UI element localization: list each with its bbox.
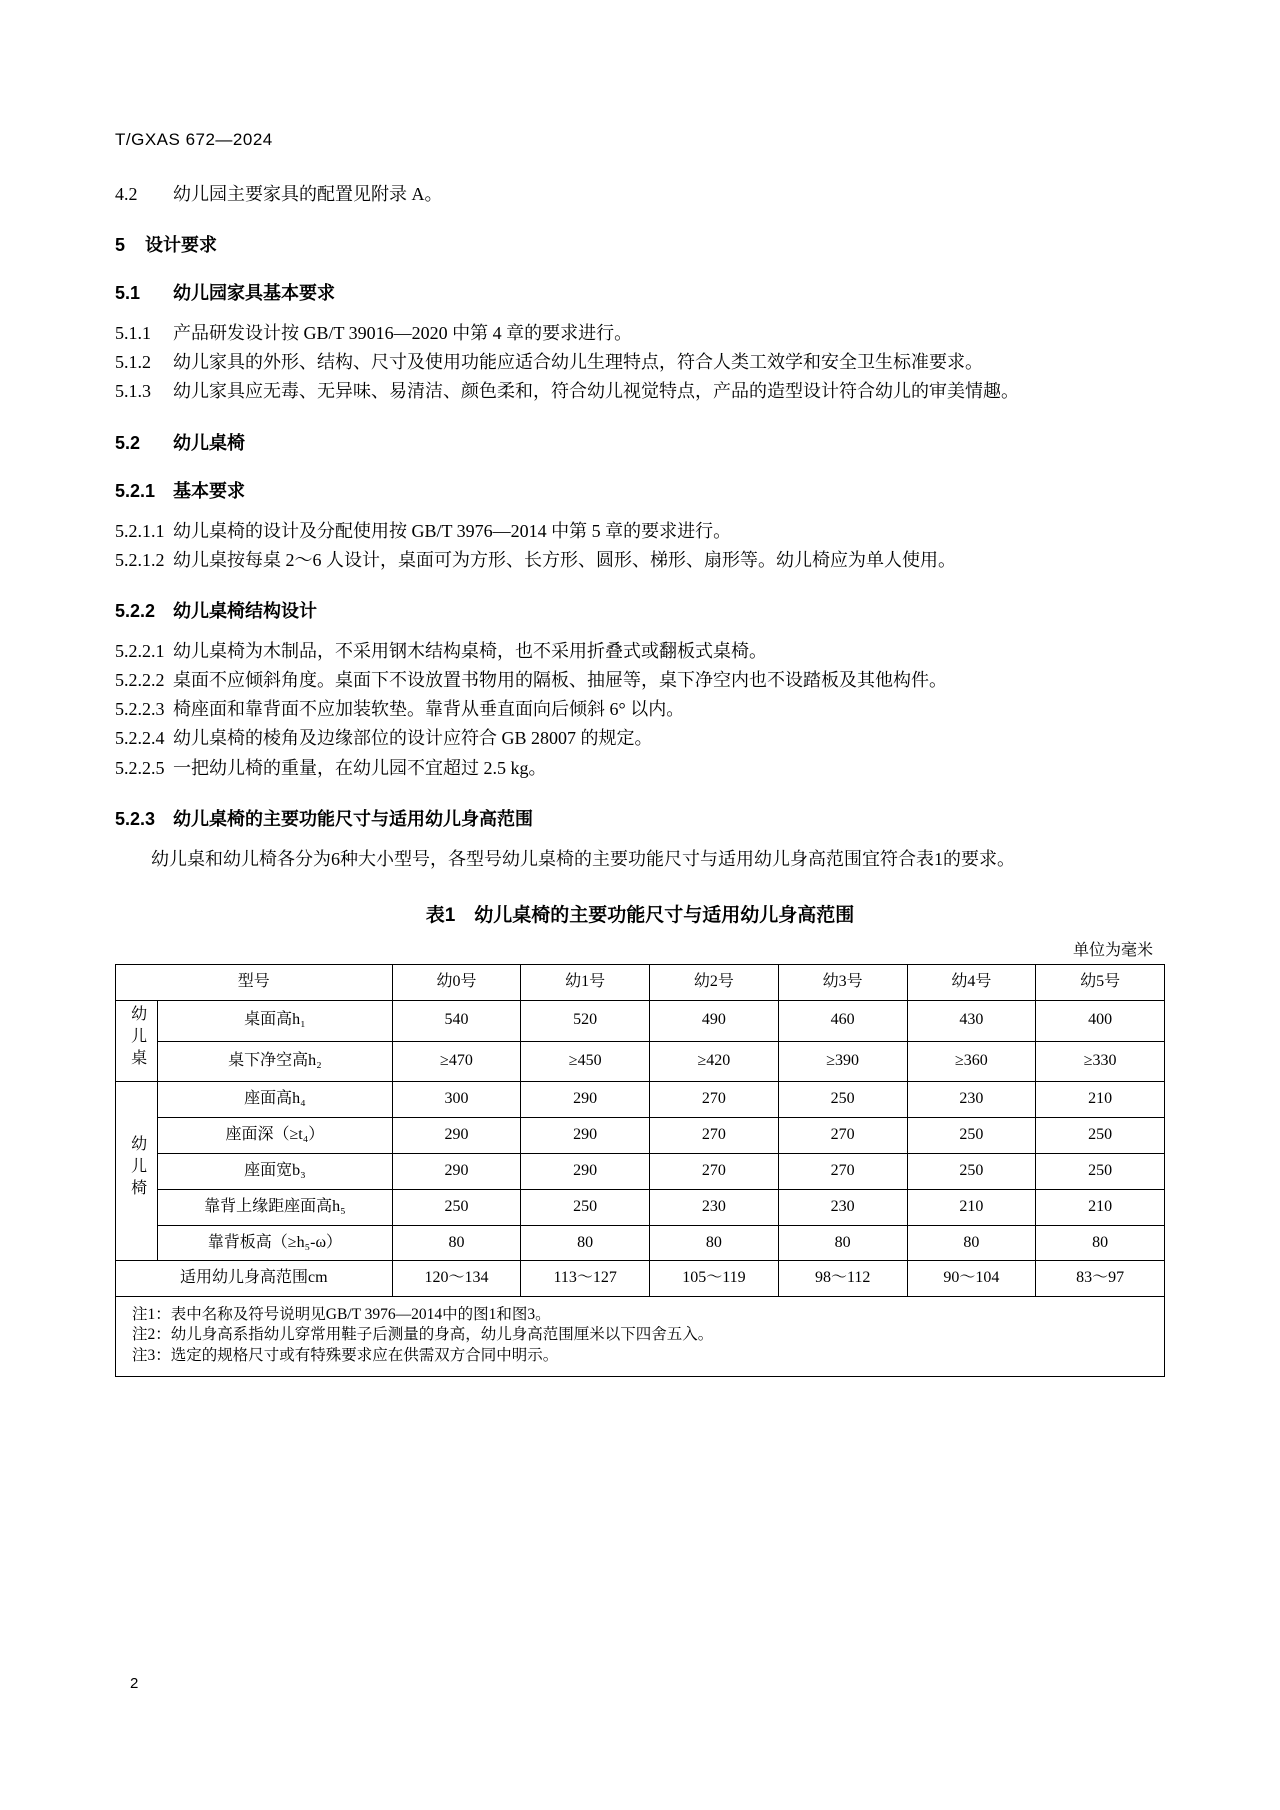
row-label: 桌下净空高h₂ <box>158 1041 392 1082</box>
table-cell: 270 <box>650 1082 779 1118</box>
heading-number: 5.2.2 <box>115 600 156 621</box>
table-title: 表1 幼儿桌椅的主要功能尺寸与适用幼儿身高范围 <box>425 904 855 926</box>
clause-text: 幼儿桌椅的设计及分配使用按 GB/T 3976—2014 中第 5 章的要求进行。 <box>173 520 732 541</box>
paragraph-5-2-2-3 <box>115 695 1165 724</box>
table-cell: 250 <box>392 1189 521 1225</box>
table-cell: ≥330 <box>1036 1041 1165 1082</box>
table-cell: 400 <box>1036 1000 1165 1041</box>
table-cell: 210 <box>907 1189 1036 1225</box>
table-cell: 290 <box>521 1154 650 1190</box>
page-number: 2 <box>130 1675 139 1692</box>
table-row <box>116 1154 1165 1190</box>
row-label: 适用幼儿身高范围cm <box>116 1261 393 1297</box>
table-col-header: 型号 <box>116 964 393 1000</box>
paragraph-5-1-2 <box>115 348 1165 377</box>
paragraph-5-1-1 <box>115 319 1165 348</box>
table-cell: 540 <box>392 1000 521 1041</box>
dimensions-table <box>115 964 1165 1377</box>
heading-number: 5.2.1 <box>115 480 156 501</box>
table-col-header: 幼3号 <box>778 964 907 1000</box>
heading-5-2-1 <box>115 477 1165 503</box>
row-label: 座面深（≥t₄） <box>158 1118 392 1154</box>
table-cell: 270 <box>778 1154 907 1190</box>
group-label-chair: 幼儿椅 <box>116 1082 158 1261</box>
table-cell: 83～97 <box>1036 1261 1165 1297</box>
row-label: 座面宽b₃ <box>158 1154 392 1190</box>
paragraph-5-2-3-body: 幼儿桌和幼儿椅各分为6种大小型号，各型号幼儿桌椅的主要功能尺寸与适用幼儿身高范围宜符合表1的要求。 <box>151 848 1015 869</box>
table-cell: 113～127 <box>521 1261 650 1297</box>
table-cell: 290 <box>521 1118 650 1154</box>
table-cell: 250 <box>1036 1118 1165 1154</box>
table-cell: 210 <box>1036 1189 1165 1225</box>
table-cell: 80 <box>521 1225 650 1261</box>
table-cell: 430 <box>907 1000 1036 1041</box>
table-cell: 250 <box>521 1189 650 1225</box>
clause-number: 5.2.1.1 <box>115 520 165 541</box>
paragraph-5-2-2-4 <box>115 724 1165 753</box>
clause-text: 一把幼儿椅的重量，在幼儿园不宜超过 2.5 kg。 <box>173 757 547 778</box>
paragraph-5-2-1-1 <box>115 517 1165 546</box>
table-row <box>116 1118 1165 1154</box>
table-cell: 80 <box>392 1225 521 1261</box>
row-label: 桌面高h₁ <box>158 1000 392 1041</box>
heading-number: 5.2 <box>115 432 141 453</box>
table-cell: 105～119 <box>650 1261 779 1297</box>
table-cell: 250 <box>1036 1154 1165 1190</box>
table-cell: 250 <box>778 1082 907 1118</box>
table-cell: ≥450 <box>521 1041 650 1082</box>
paragraph-5-2-2-5 <box>115 754 1165 783</box>
heading-text: 幼儿桌椅 <box>173 432 245 453</box>
table-notes <box>116 1297 1165 1376</box>
table-cell: 270 <box>778 1118 907 1154</box>
clause-text: 幼儿家具应无毒、无异味、易清洁、颜色柔和，符合幼儿视觉特点，产品的造型设计符合幼儿的审美情趣。 <box>173 381 1019 402</box>
page-header: T/GXAS 672—2024 <box>115 130 273 149</box>
table-cell: 290 <box>392 1154 521 1190</box>
clause-text: 产品研发设计按 GB/T 39016—2020 中第 4 章的要求进行。 <box>173 323 633 344</box>
table-header-row <box>116 964 1165 1000</box>
table-cell: 80 <box>907 1225 1036 1261</box>
table-cell: 210 <box>1036 1082 1165 1118</box>
row-label: 靠背上缘距座面高h₅ <box>158 1189 392 1225</box>
clause-number: 5.2.2.4 <box>115 728 165 749</box>
table-note: 注2：幼儿身高系指幼儿穿常用鞋子后测量的身高，幼儿身高范围厘米以下四舍五入。 <box>132 1326 714 1344</box>
table-row <box>116 1041 1165 1082</box>
clause-text: 幼儿桌椅为木制品，不采用钢木结构桌椅，也不采用折叠式或翻板式桌椅。 <box>173 640 767 661</box>
table-row <box>116 1000 1165 1041</box>
table-cell: ≥390 <box>778 1041 907 1082</box>
clause-number: 5.1.1 <box>115 323 151 344</box>
paragraph-5-2-2-1 <box>115 637 1165 666</box>
table-cell: 230 <box>650 1189 779 1225</box>
paragraph-5-2-1-2 <box>115 546 1165 575</box>
table-cell: 250 <box>907 1154 1036 1190</box>
table-cell: ≥470 <box>392 1041 521 1082</box>
heading-number: 5 <box>115 235 126 256</box>
table-cell: 490 <box>650 1000 779 1041</box>
table-row <box>116 1225 1165 1261</box>
clause-number: 5.1.3 <box>115 381 151 402</box>
clause-text: 幼儿园主要家具的配置见附录 A。 <box>173 184 443 204</box>
heading-5-2-3 <box>115 805 1165 831</box>
table-cell: 270 <box>650 1154 779 1190</box>
table-cell: 80 <box>650 1225 779 1261</box>
table-cell: 80 <box>778 1225 907 1261</box>
table-cell: 270 <box>650 1118 779 1154</box>
table-cell: ≥360 <box>907 1041 1036 1082</box>
clause-number: 5.2.2.1 <box>115 640 165 661</box>
table-row <box>116 1082 1165 1118</box>
paragraph-4-2 <box>115 180 1165 209</box>
table-cell: 98～112 <box>778 1261 907 1297</box>
clause-number: 5.1.2 <box>115 352 151 373</box>
table-note: 注1：表中名称及符号说明见GB/T 3976—2014中的图1和图3。 <box>132 1306 551 1324</box>
clause-number: 5.2.1.2 <box>115 549 165 570</box>
heading-5-1 <box>115 279 1165 305</box>
table-cell: 120～134 <box>392 1261 521 1297</box>
heading-text: 基本要求 <box>173 480 245 501</box>
table-cell: 460 <box>778 1000 907 1041</box>
clause-number: 5.2.2.5 <box>115 757 165 778</box>
table-col-header: 幼5号 <box>1036 964 1165 1000</box>
paragraph-5-2-2-2 <box>115 666 1165 695</box>
heading-text: 幼儿园家具基本要求 <box>173 283 335 304</box>
table-note: 注3：选定的规格尺寸或有特殊要求应在供需双方合同中明示。 <box>132 1346 559 1364</box>
table-cell: 250 <box>907 1118 1036 1154</box>
clause-number: 5.2.2.2 <box>115 670 165 691</box>
group-label-desk: 幼儿桌 <box>116 1000 158 1082</box>
table-notes-row <box>116 1297 1165 1376</box>
clause-text: 幼儿桌按每桌 2～6 人设计，桌面可为方形、长方形、圆形、梯形、扇形等。幼儿椅应为单人使用。 <box>173 549 956 570</box>
clause-text: 椅座面和靠背面不应加装软垫。靠背从垂直面向后倾斜 6° 以内。 <box>173 699 685 720</box>
row-label: 靠背板高（≥h₅-ω） <box>158 1225 392 1261</box>
table-cell: 80 <box>1036 1225 1165 1261</box>
table-cell: 290 <box>521 1082 650 1118</box>
table-col-header: 幼4号 <box>907 964 1036 1000</box>
table-col-header: 幼1号 <box>521 964 650 1000</box>
table-row-height-range <box>116 1261 1165 1297</box>
row-label: 座面高h₄ <box>158 1082 392 1118</box>
heading-5-2-2 <box>115 597 1165 623</box>
heading-text: 设计要求 <box>145 235 217 256</box>
heading-text: 幼儿桌椅的主要功能尺寸与适用幼儿身高范围 <box>173 808 533 829</box>
heading-5 <box>115 231 1165 257</box>
clause-number: 4.2 <box>115 184 138 204</box>
heading-text: 幼儿桌椅结构设计 <box>173 600 317 621</box>
table-cell: 290 <box>392 1118 521 1154</box>
clause-text: 幼儿家具的外形、结构、尺寸及使用功能应适合幼儿生理特点，符合人类工效学和安全卫生标准要求。 <box>173 352 983 373</box>
clause-number: 5.2.2.3 <box>115 699 165 720</box>
clause-text: 幼儿桌椅的棱角及边缘部位的设计应符合 GB 28007 的规定。 <box>173 728 653 749</box>
table-cell: 230 <box>907 1082 1036 1118</box>
paragraph-5-1-3 <box>115 377 1165 406</box>
heading-number: 5.2.3 <box>115 808 156 829</box>
table-cell: ≥420 <box>650 1041 779 1082</box>
heading-number: 5.1 <box>115 283 141 304</box>
heading-5-2 <box>115 429 1165 455</box>
table-row <box>116 1189 1165 1225</box>
clause-text: 桌面不应倾斜角度。桌面下不设放置书物用的隔板、抽屉等，桌下净空内也不设踏板及其他构件。 <box>173 670 947 691</box>
table-col-header: 幼2号 <box>650 964 779 1000</box>
table-cell: 520 <box>521 1000 650 1041</box>
table-cell: 90～104 <box>907 1261 1036 1297</box>
table-cell: 300 <box>392 1082 521 1118</box>
table-cell: 230 <box>778 1189 907 1225</box>
table-col-header: 幼0号 <box>392 964 521 1000</box>
table-unit-note: 单位为毫米 <box>1072 941 1153 959</box>
